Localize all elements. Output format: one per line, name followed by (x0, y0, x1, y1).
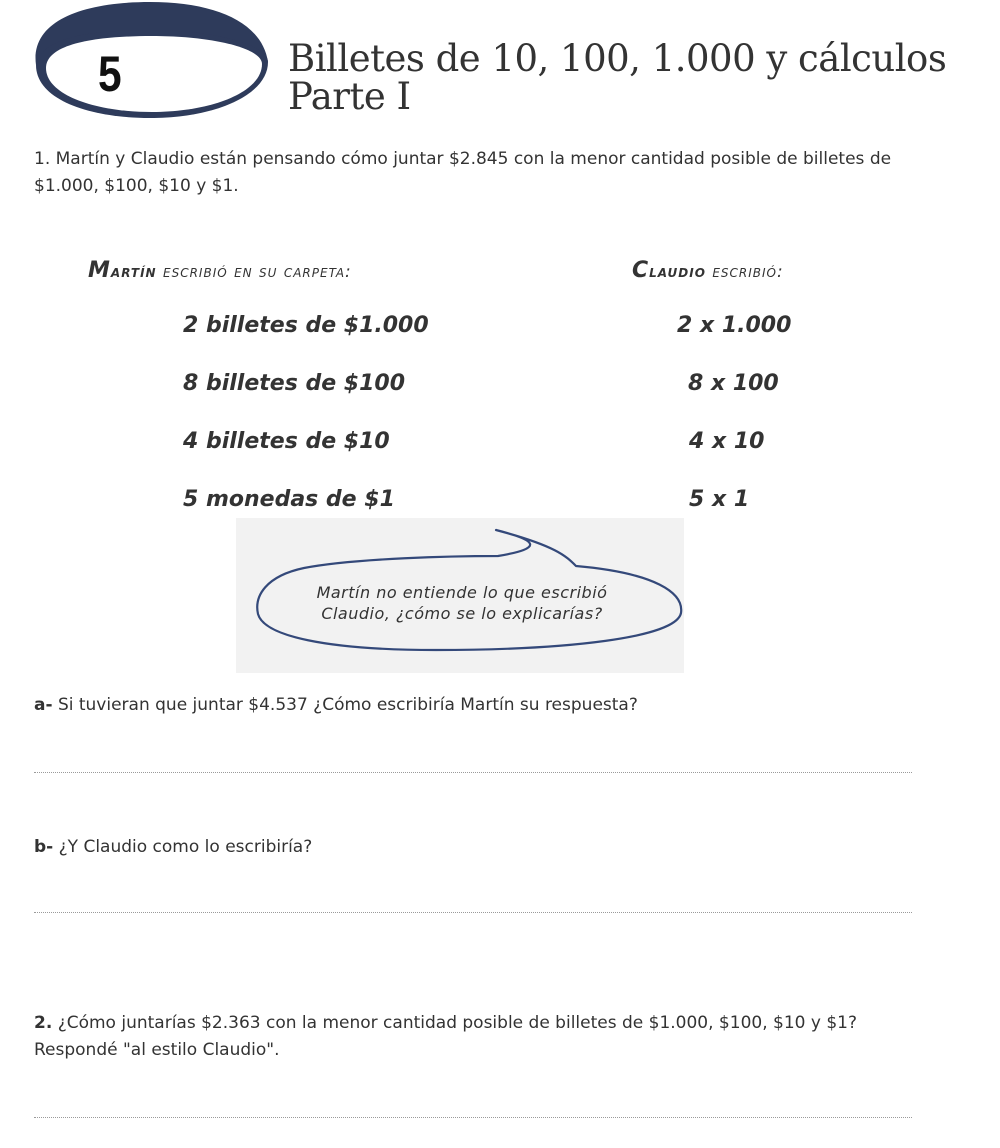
claudio-heading-tail: escribió: (712, 262, 784, 282)
martin-heading (88, 258, 352, 283)
martin-row: 8 billetes de $100 (183, 371, 406, 396)
answer-line-b[interactable] (34, 912, 912, 913)
martin-heading-tail: escribió en su carpeta: (163, 262, 352, 282)
claudio-row: 4 x 10 (689, 429, 765, 454)
bubble-line-1: Martín no entiende lo que escribió (316, 583, 608, 602)
claudio-heading-initial: C (632, 258, 650, 283)
problem-1-text: 1. Martín y Claudio están pensando cómo juntar $2.845 con la menor cantidad posible de billetes de $1.000, $100, $10 y $1. (34, 149, 892, 196)
problem-2 (34, 1010, 934, 1064)
martin-row: 5 monedas de $1 (183, 487, 395, 512)
title-line-1: Billetes de 10, 100, 1.000 y cálculos (288, 37, 947, 80)
martin-heading-initial: M (88, 258, 111, 283)
claudio-row: 5 x 1 (689, 487, 750, 512)
question-a (34, 693, 638, 717)
claudio-heading (632, 258, 784, 283)
martin-row: 4 billetes de $10 (183, 429, 390, 454)
answer-line-a[interactable] (34, 772, 912, 773)
title-line-2: Parte I (288, 75, 411, 118)
problem-2-text: ¿Cómo juntarías $2.363 con la menor cantidad posible de billetes de $1.000, $100, $10 y $1? Respondé "al estilo Claudio". (34, 1013, 857, 1060)
lesson-number: 5 (98, 46, 122, 102)
question-b-text: ¿Y Claudio como lo escribiría? (58, 837, 313, 857)
question-a-label: a- (34, 695, 53, 715)
question-a-text: Si tuvieran que juntar $4.537 ¿Cómo escribiría Martín su respuesta? (57, 695, 638, 715)
question-b (34, 835, 312, 859)
claudio-row: 8 x 100 (688, 371, 779, 396)
claudio-row: 2 x 1.000 (677, 313, 792, 338)
martin-row: 2 billetes de $1.000 (183, 313, 429, 338)
answer-line-2[interactable] (34, 1117, 912, 1118)
claudio-heading-name: laudio (649, 262, 706, 282)
martin-heading-name: artín (110, 262, 157, 282)
problem-2-label: 2. (34, 1013, 53, 1033)
page-title (288, 37, 947, 118)
bubble-line-2: Claudio, ¿cómo se lo explicarías? (321, 604, 603, 623)
bubble-text (262, 582, 662, 624)
question-b-label: b- (34, 837, 54, 857)
number-badge (30, 0, 270, 125)
